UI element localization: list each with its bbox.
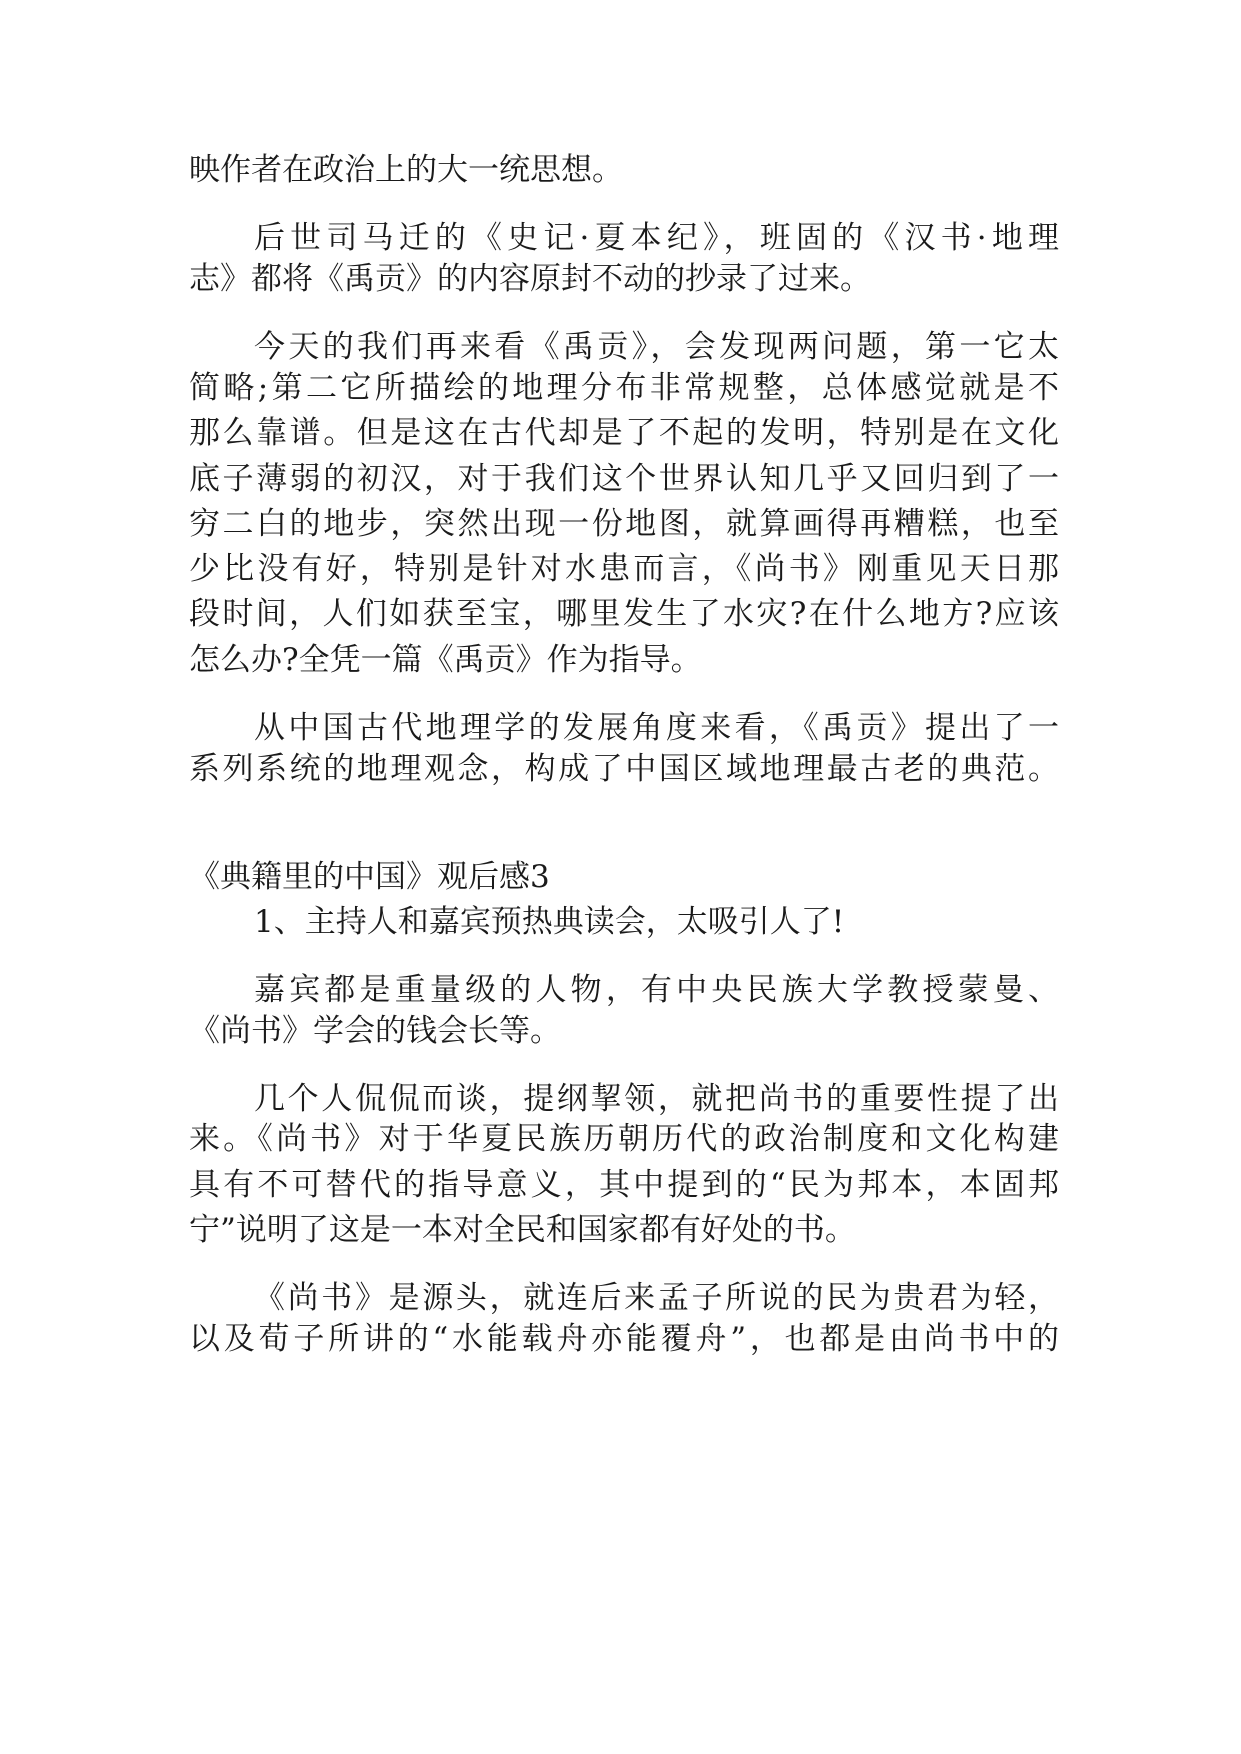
paragraph-line: 映作者在政治上的大一统思想。 bbox=[189, 152, 623, 188]
paragraph-line: 宁”说明了这是一本对全民和国家都有好处的书。 bbox=[189, 1212, 856, 1248]
paragraph-line: 《尚书》学会的钱会长等。 bbox=[189, 1013, 561, 1049]
paragraph-line: 后世司马迁的《史记·夏本纪》，班固的《汉书·地理 bbox=[254, 220, 1059, 256]
paragraph-line: 从中国古代地理学的发展角度来看，《禹贡》提出了一 bbox=[254, 710, 1059, 746]
paragraph-line: 以及荀子所讲的“水能载舟亦能覆舟”，也都是由尚书中的 bbox=[189, 1321, 1059, 1357]
paragraph-line: 底子薄弱的初汉，对于我们这个世界认知几乎又回归到了一 bbox=[189, 461, 1059, 497]
paragraph-line: 今天的我们再来看《禹贡》，会发现两问题，第一它太 bbox=[254, 329, 1059, 365]
paragraph-line: 少比没有好，特别是针对水患而言，《尚书》刚重见天日那 bbox=[189, 551, 1059, 587]
paragraph-line: 怎么办?全凭一篇《禹贡》作为指导。 bbox=[189, 642, 702, 678]
section-heading: 《典籍里的中国》观后感3 bbox=[189, 859, 550, 895]
paragraph-line: 段时间，人们如获至宝，哪里发生了水灾?在什么地方?应该 bbox=[189, 596, 1059, 632]
paragraph-line: 《尚书》是源头，就连后来孟子所说的民为贵君为轻， bbox=[254, 1280, 1059, 1316]
paragraph-line: 1、主持人和嘉宾预热典读会，太吸引人了! bbox=[254, 904, 845, 940]
paragraph-line: 简略;第二它所描绘的地理分布非常规整，总体感觉就是不 bbox=[189, 370, 1059, 406]
paragraph-line: 志》都将《禹贡》的内容原封不动的抄录了过来。 bbox=[189, 261, 871, 297]
paragraph-line: 来。《尚书》对于华夏民族历朝历代的政治制度和文化构建 bbox=[189, 1121, 1059, 1157]
paragraph-line: 系列系统的地理观念，构成了中国区域地理最古老的典范。 bbox=[189, 751, 1059, 787]
paragraph-line: 几个人侃侃而谈，提纲挈领，就把尚书的重要性提了出 bbox=[254, 1081, 1059, 1117]
paragraph-line: 穷二白的地步，突然出现一份地图，就算画得再糟糕，也至 bbox=[189, 506, 1059, 542]
paragraph-line: 具有不可替代的指导意义，其中提到的“民为邦本，本固邦 bbox=[189, 1167, 1059, 1203]
paragraph-line: 那么靠谱。但是这在古代却是了不起的发明，特别是在文化 bbox=[189, 415, 1059, 451]
paragraph-line: 嘉宾都是重量级的人物，有中央民族大学教授蒙曼、 bbox=[254, 972, 1059, 1008]
